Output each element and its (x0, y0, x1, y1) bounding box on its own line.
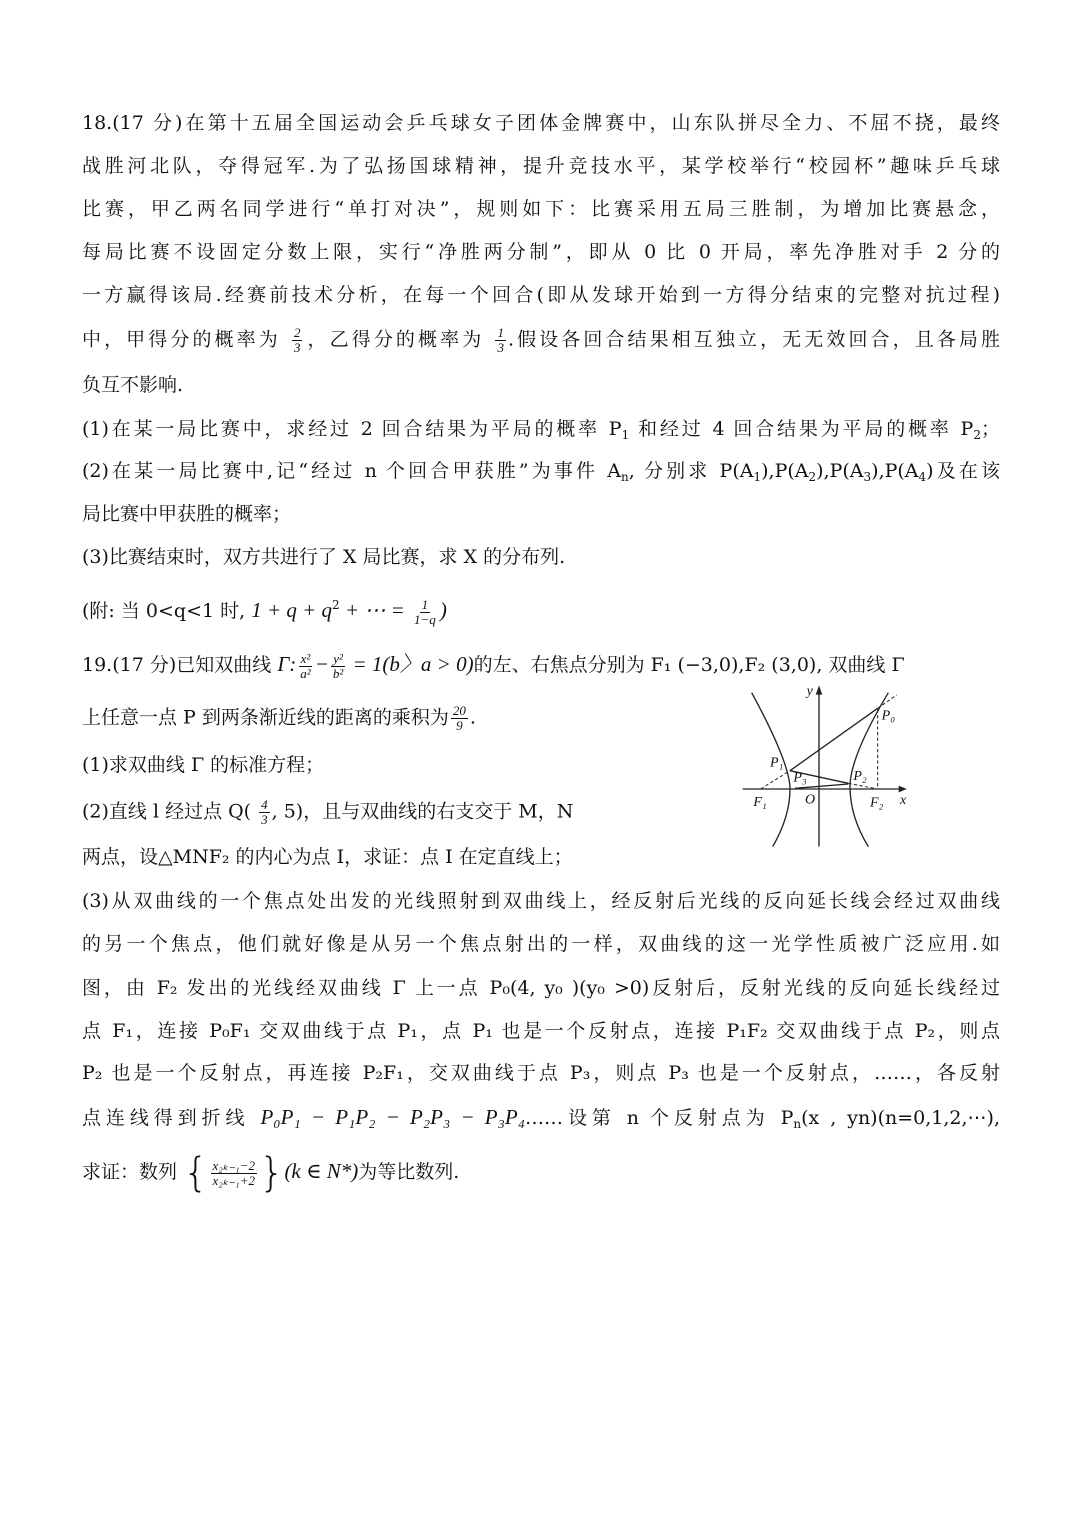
text-run: 一方赢得该局.经赛前技术分析，在每一个回合(即从发球开始到一方得分结束的完整对抗过程) (82, 284, 1000, 306)
text-line (82, 592, 1000, 627)
text-line (82, 458, 1000, 490)
text-run: 18.(17 分)在第十五届全国运动会乒乓球女子团体金牌赛中，山东队拼尽全力、不屈不挠，最终 (82, 112, 1000, 134)
text-line (82, 326, 1000, 355)
fraction-numerator: 20 (452, 703, 466, 718)
math-expression: = 1(b〉a > 0) (347, 652, 474, 676)
fraction (451, 704, 468, 733)
text-run: 每局比赛不设固定分数上限，实行“净胜两分制”，即从 0 比 0 开局，率先净胜对手 2 分的 (82, 241, 1000, 263)
text-line (82, 1018, 1000, 1044)
text-run: 的左、右焦点分别为 F₁ (−3,0),F₂ (3,0), 双曲线 Γ (473, 654, 905, 676)
text-line (82, 282, 1000, 308)
label-p2: P₂ (853, 769, 867, 784)
fraction-numerator: y² (333, 650, 343, 666)
math-expression: (k ∈ N*) (284, 1159, 359, 1183)
text-run: .假设各回合结果相互独立，无无效回合，且各局胜 (507, 328, 1000, 351)
text-run: , 分别求 P(A (628, 460, 754, 482)
fraction-denominator: 9 (456, 718, 463, 733)
fraction-denominator: 3 (261, 812, 268, 827)
math-expression: − (314, 652, 329, 676)
text-run: ),P(A (816, 460, 864, 482)
ray-p0-p1 (790, 708, 878, 770)
text-run: 战胜河北队，夺得冠军.为了弘扬国球精神，提升竞技水平，某学校举行“校园杯”趣味乒乓球 (82, 155, 1000, 177)
text-run: P₂ 也是一个反射点，再连接 P₂F₁，交双曲线于点 P₃，则点 P₃ 也是一个反射点，……，各反射 (82, 1062, 1000, 1084)
x-axis-arrow (899, 787, 905, 792)
fraction (412, 598, 438, 627)
math-expression: Γ: (277, 652, 297, 676)
superscript: 2 (332, 598, 340, 612)
text-run: 局比赛中甲获胜的概率； (82, 503, 292, 525)
hyperbola-reflection-diagram (740, 680, 920, 850)
text-run: ),P(A (871, 460, 919, 482)
text-run: (附: 当 0<q<1 时, (82, 600, 252, 622)
brace: } (258, 1150, 285, 1196)
subscript: n (621, 470, 629, 484)
fraction (259, 798, 270, 827)
text-run: (2)直线 l 经过点 Q( (82, 800, 258, 823)
text-run: (3)比赛结束时，双方共进行了 X 局比赛，求 X 的分布列. (82, 546, 566, 568)
fraction (331, 652, 345, 681)
text-line (82, 153, 1000, 179)
text-run: . (469, 706, 476, 729)
text-run: 和经过 4 回合结果为平局的概率 P (629, 418, 974, 440)
text-line (82, 1104, 1000, 1137)
text-run: (x , yn)(n=0,1,2,⋯), (801, 1107, 1000, 1129)
text-line (82, 931, 1000, 957)
label-o: O (805, 792, 816, 808)
fraction-numerator: 1 (497, 325, 504, 340)
fraction-numerator: x² (300, 650, 311, 666)
text-run: )及在该 (926, 460, 1000, 482)
text-run: 的另一个焦点，他们就好像是从另一个焦点射出的一样，双曲线的这一光学性质被广泛应用.如 (82, 933, 1000, 955)
fraction-numerator: x₂ₖ₋₁−2 (212, 1157, 255, 1173)
fraction (495, 326, 506, 355)
text-line (82, 544, 1000, 570)
fraction-denominator: 3 (497, 340, 504, 355)
fraction (211, 1159, 257, 1188)
text-run: (1)求双曲线 Γ 的标准方程； (82, 754, 325, 776)
text-run: 两点，设△MNF₂ 的内心为点 I，求证：点 I 在定直线上； (82, 846, 573, 868)
text-run: 负互不影响. (82, 374, 184, 396)
text-line (82, 372, 1000, 398)
text-run: 比赛，甲乙两名同学进行“单打对决”，规则如下：比赛采用五局三胜制，为增加比赛悬念， (82, 198, 1000, 220)
fraction (292, 326, 303, 355)
label-f1: F₁ (753, 795, 767, 810)
text-run: (3)从双曲线的一个焦点处出发的光线照射到双曲线上，经反射后光线的反向延长线会经过双曲线 (82, 890, 1000, 912)
text-run: 19.(17 分)已知双曲线 (82, 654, 278, 676)
subscript: 3 (863, 470, 872, 484)
label-p0: P₀ (881, 708, 896, 724)
text-run: 上任意一点 P 到两条渐近线的距离的乘积为 (82, 706, 449, 729)
label-y: y (806, 684, 813, 699)
dashed-f1-p1 (761, 771, 790, 789)
text-run: 点 F₁，连接 P₀F₁ 交双曲线于点 P₁，点 P₁ 也是一个反射点，连接 P₁F₂ 交双曲线于点 P₂，则点 (82, 1020, 1000, 1042)
subscript: 4 (918, 470, 927, 484)
math-expression: ) (439, 598, 447, 622)
math-expression: P₀P₁ − P₁P₂ − P₂P₃ − P₃P₄ (260, 1105, 526, 1129)
text-run: ……设第 n 个反射点为 P (525, 1107, 794, 1129)
text-run: 求证：数列 (82, 1161, 184, 1183)
label-f2: F₂ (870, 795, 884, 811)
text-line (82, 1060, 1000, 1086)
fraction-denominator: a² (300, 665, 311, 681)
math-expression: 1 + q + q (251, 598, 333, 622)
fraction-numerator: 4 (261, 797, 268, 812)
text-line (82, 416, 1000, 448)
text-run: 中，甲得分的概率为 (82, 328, 290, 351)
fraction-denominator: x₂ₖ₋₁+2 (212, 1172, 255, 1188)
math-expression: + ⋯ = (339, 598, 411, 622)
y-axis-arrow (817, 687, 822, 694)
text-run: , 5)，且与双曲线的右支交于 M，N (271, 800, 574, 823)
subscript: 2 (973, 428, 981, 442)
label-x: x (900, 793, 907, 808)
brace: { (183, 1150, 209, 1196)
label-p3: P₃ (793, 770, 807, 786)
dashed-p2-f2 (848, 783, 877, 789)
text-line (82, 239, 1000, 265)
text-line (82, 110, 1000, 136)
fraction-denominator: 3 (293, 340, 301, 355)
text-line (82, 501, 1000, 527)
fraction-numerator: 1 (421, 596, 429, 612)
text-run: 图，由 F₂ 发出的光线经双曲线 Γ 上一点 P₀(4, y₀ )(y₀ >0)反射后，反射光线的反向延长线经过 (82, 977, 1000, 999)
subscript: 2 (808, 470, 817, 484)
label-p1: P₁ (770, 755, 784, 771)
subscript: 1 (621, 428, 630, 442)
text-run: 为等比数列. (358, 1161, 460, 1183)
text-line (82, 975, 1000, 1001)
fraction-denominator: b² (332, 665, 344, 681)
fraction-numerator: 2 (293, 325, 301, 340)
text-line (82, 651, 1000, 681)
text-line (82, 888, 1000, 914)
text-run: ，乙得分的概率为 (304, 328, 494, 351)
text-run: ),P(A (761, 460, 809, 482)
subscript: 1 (753, 470, 762, 484)
text-line (82, 196, 1000, 222)
subscript: n (793, 1117, 802, 1131)
text-run: ； (980, 418, 1000, 440)
text-run: 点连线得到折线 (82, 1107, 261, 1129)
text-run: (1)在某一局比赛中，求经过 2 回合结果为平局的概率 P (82, 418, 622, 440)
fraction-denominator: 1−q (414, 611, 436, 627)
fraction (298, 652, 312, 681)
text-run: (2)在某一局比赛中,记“经过 n 个回合甲获胜”为事件 A (82, 460, 622, 482)
text-line (82, 1150, 1000, 1196)
